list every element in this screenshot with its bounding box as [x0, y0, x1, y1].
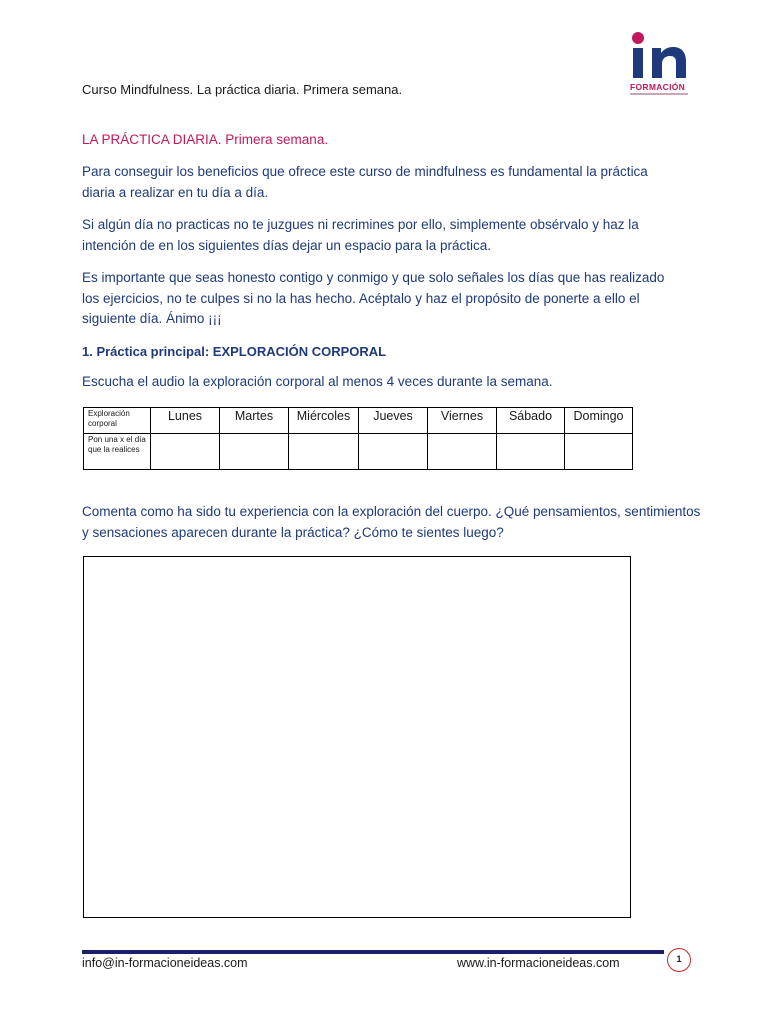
- intro-paragraph-3: Es importante que seas honesto contigo y conmigo y que solo señales los días que has realizado los ejercicios, no te culpes si no la has hecho. Acéptalo y haz el propósito de ponerte a ello el siguiente día. Ánimo ¡¡¡: [82, 270, 665, 326]
- mark-cell[interactable]: [428, 434, 497, 470]
- mark-cell[interactable]: [497, 434, 565, 470]
- weekly-practice-table: [83, 407, 633, 470]
- day-header: Miércoles: [289, 408, 359, 434]
- row-label-exploration: Exploración corporal: [84, 408, 151, 434]
- practice-subheading: 1. Práctica principal: EXPLORACIÓN CORPORAL: [82, 344, 387, 359]
- day-header: Viernes: [428, 408, 497, 434]
- mark-cell[interactable]: [565, 434, 633, 470]
- row-label-mark: Pon una x el día que la realices: [84, 434, 151, 470]
- page-number-badge: 1: [667, 948, 691, 972]
- footer-divider: [82, 950, 664, 954]
- day-header: Domingo: [565, 408, 633, 434]
- footer-website-link[interactable]: www.in-formacioneideas.com: [457, 956, 620, 970]
- day-header: Jueves: [359, 408, 428, 434]
- answer-box[interactable]: [83, 556, 631, 918]
- day-header: Sábado: [497, 408, 565, 434]
- practice-instruction: Escucha el audio la exploración corporal al menos 4 veces durante la semana.: [82, 374, 553, 389]
- logo-word: FORMACIÓN: [630, 82, 686, 92]
- intro-paragraph-2: Si algún día no practicas no te juzgues ni recrimines por ello, simplemente obsérvalo y haz la intención de en los siguientes días dejar un espacio para la práctica.: [82, 217, 639, 253]
- mark-cell[interactable]: [359, 434, 428, 470]
- table-header-row: [84, 408, 633, 434]
- intro-paragraph-1: Para conseguir los beneficios que ofrece este curso de mindfulness es fundamental la práctica diaria a realizar en tu día a día.: [82, 164, 648, 200]
- in-formacion-logo: [626, 30, 692, 102]
- mark-cell[interactable]: [151, 434, 220, 470]
- mark-cell[interactable]: [220, 434, 289, 470]
- section-title: LA PRÁCTICA DIARIA. Primera semana.: [82, 132, 329, 147]
- course-title: Curso Mindfulness. La práctica diaria. Primera semana.: [82, 82, 403, 97]
- day-header: Lunes: [151, 408, 220, 434]
- table-mark-row: [84, 434, 633, 470]
- experience-question: Comenta como ha sido tu experiencia con la exploración del cuerpo. ¿Qué pensamientos, sentimientos y sensaciones aparecen durante la práctica? ¿Cómo te sientes luego?: [82, 504, 701, 540]
- logo-tagline-line: [630, 93, 688, 95]
- mark-cell[interactable]: [289, 434, 359, 470]
- footer-email-link[interactable]: info@in-formacioneideas.com: [82, 956, 248, 970]
- day-header: Martes: [220, 408, 289, 434]
- logo-letters-graphic: [630, 30, 690, 80]
